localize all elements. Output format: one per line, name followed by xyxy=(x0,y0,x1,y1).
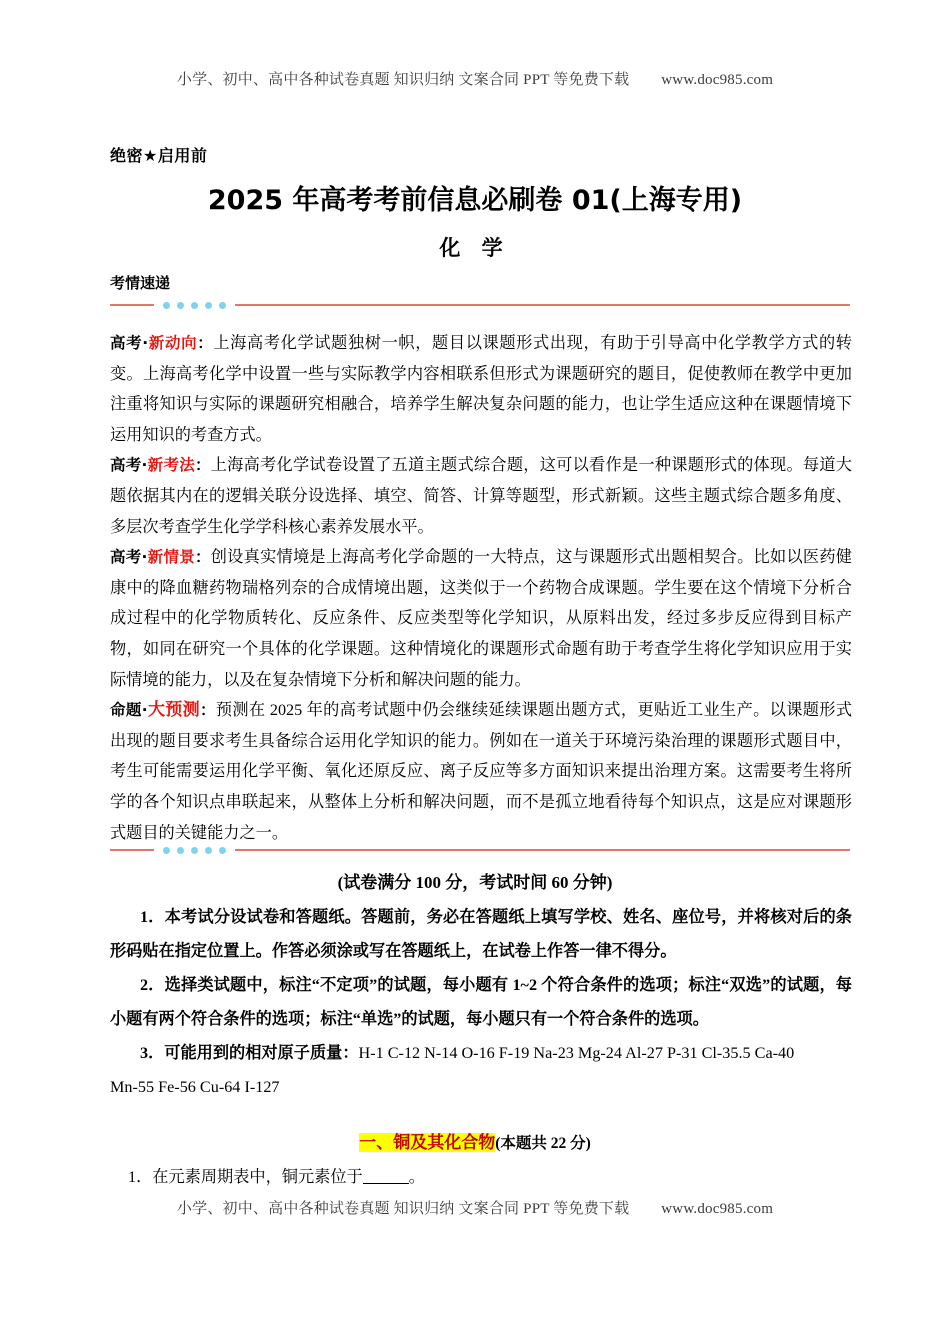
intel-tag-colon: ： xyxy=(200,701,216,720)
header-watermark-text: 小学、初中、高中各种试卷真题 知识归纳 文案合同 PPT 等免费下载 xyxy=(176,72,630,88)
atomic-mass-label: 3．可能用到的相对原子质量： xyxy=(140,1044,359,1062)
intel-paragraph-body: 上海高考化学试卷设置了五道主题式综合题，这可以看作是一种课题形式的体现。每道大题依据其内在的逻辑关联分设选择、填空、简答、计算等题型，形式新颖。这些主题式综合题多角度、多层次考查学生化学学科核心素养发展水平。 xyxy=(110,456,852,536)
atomic-mass-line-1: H-1 C-12 N-14 O-16 F-19 Na-23 Mg-24 Al-27 P-31 Cl-35.5 Ca-40 xyxy=(358,1044,795,1062)
intel-tag-prefix: 命题· xyxy=(110,701,148,720)
subject-title: 化 学 xyxy=(439,236,511,260)
divider-segment-short xyxy=(110,304,154,306)
intel-tag-accent: 新考法 xyxy=(147,456,195,475)
divider-dots xyxy=(163,302,226,309)
intel-tag-colon: ： xyxy=(194,548,211,567)
instruction-item: 2．选择类试题中，标注“不定项”的试题，每小题有 1~2 个符合条件的选项；标注“双选”的试题，每小题有两个符合条件的选项；标注“单选”的试题，每小题只有一个符合条件的选项。 xyxy=(110,976,852,1028)
intel-tag-accent: 新情景 xyxy=(147,548,195,567)
page-title: 2025 年高考考前信息必刷卷 01(上海专用) xyxy=(207,185,743,216)
intel-tag-accent: 新动向 xyxy=(148,334,198,352)
divider-dot-icon xyxy=(177,302,184,309)
divider-dot-icon xyxy=(163,847,170,854)
divider-top xyxy=(110,300,850,310)
divider-segment-short xyxy=(110,849,154,851)
secret-label: 绝密★启用前 xyxy=(110,146,208,165)
intel-paragraph-body: 预测在 2025 年的高考试题中仍会继续延续课题出题方式，更贴近工业生产。以课题形式出现的题目要求考生具备综合运用化学知识的能力。例如在一道关于环境污染治理的课题形式题目中，考生可能需要运用化学平衡、氧化还原反应、离子反应等多方面知识来提出治理方案。这需要考生将所学的各个知识点串联起来，从整体上分析和解决问题，而不是孤立地看待每个知识点，这是应对课题形式题目的关键能力之一。 xyxy=(110,701,853,842)
exam-meta: (试卷满分 100 分，考试时间 60 分钟) xyxy=(337,873,613,892)
divider-dot-icon xyxy=(191,847,198,854)
intel-tag-accent: 大预测 xyxy=(147,700,200,721)
atomic-mass-line-2: Mn-55 Fe-56 Cu-64 I-127 xyxy=(110,1078,280,1096)
divider-dot-icon xyxy=(219,302,226,309)
question-text-tail: 。 xyxy=(408,1168,425,1186)
exam-instructions xyxy=(110,900,852,1104)
answer-blank[interactable] xyxy=(363,1183,409,1184)
footer-watermark xyxy=(0,1197,950,1218)
header-watermark xyxy=(0,68,950,89)
question-number: 1． xyxy=(128,1168,153,1186)
divider-segment-long xyxy=(235,849,850,851)
instruction-item-atomic-mass-continued xyxy=(110,1070,852,1104)
footer-watermark-site: www.doc985.com xyxy=(661,1201,774,1217)
question-item-1 xyxy=(110,1163,852,1191)
divider-dot-icon xyxy=(219,847,226,854)
intel-paragraph-body: 上海高考化学试题独树一帜，题目以课题形式出现，有助于引导高中化学教学方式的转变。上海高考化学中设置一些与实际教学内容相联系但形式为课题研究的题目，促使教师在教学中更加注重将知识与实际的课题研究相融合，培养学生解决复杂问题的能力，也让学生适应这种在课题情境下运用知识的考查方式。 xyxy=(110,334,852,444)
intel-tag-colon: ： xyxy=(197,334,214,352)
question-group-heading xyxy=(0,1128,950,1153)
instruction-item-atomic-mass xyxy=(110,1036,852,1070)
question-group-title: 一、铜及其化合物 xyxy=(359,1133,496,1152)
question-group-points: (本题共 22 分) xyxy=(495,1135,591,1152)
divider-dot-icon xyxy=(191,302,198,309)
intel-tag-colon: ： xyxy=(194,456,211,475)
divider-dot-icon xyxy=(205,847,212,854)
divider-dot-icon xyxy=(205,302,212,309)
intel-paragraph-body: 创设真实情境是上海高考化学命题的一大特点，这与课题形式出题相契合。比如以医药健康中的降血糖药物瑞格列奈的合成情境出题，这类似于一个药物合成课题。学生要在这个情境下分析合成过程中的化学物质转化、反应条件、反应类型等化学知识，从原料出发，经过多步反应得到目标产物，如同在研究一个具体的化学课题。这种情境化的课题形式命题有助于考查学生将化学知识应用于实际情境的能力，以及在复杂情境下分析和解决问题的能力。 xyxy=(110,548,852,689)
footer-watermark-text: 小学、初中、高中各种试卷真题 知识归纳 文案合同 PPT 等免费下载 xyxy=(176,1201,630,1217)
divider-dots xyxy=(163,847,226,854)
exam-intel-block xyxy=(110,328,852,848)
divider-dot-icon xyxy=(163,302,170,309)
header-watermark-site: www.doc985.com xyxy=(661,72,774,88)
intel-paragraph xyxy=(110,542,852,695)
intel-tag-prefix: 高考· xyxy=(110,548,148,567)
intel-paragraph xyxy=(110,695,852,848)
instruction-item: 1．本考试分设试卷和答题纸。答题前，务必在答题纸上填写学校、姓名、座位号，并将核对后的条形码贴在指定位置上。作答必须涂或写在答题纸上，在试卷上作答一律不得分。 xyxy=(110,908,852,960)
divider-segment-long xyxy=(235,304,850,306)
intel-paragraph xyxy=(110,328,852,450)
section-heading: 考情速递 xyxy=(110,274,171,292)
divider-dot-icon xyxy=(177,847,184,854)
divider-bottom xyxy=(110,845,850,855)
intel-tag-prefix: 高考· xyxy=(110,334,149,352)
question-text: 在元素周期表中，铜元素位于 xyxy=(152,1168,363,1186)
intel-paragraph xyxy=(110,450,852,542)
intel-tag-prefix: 高考· xyxy=(110,456,148,475)
